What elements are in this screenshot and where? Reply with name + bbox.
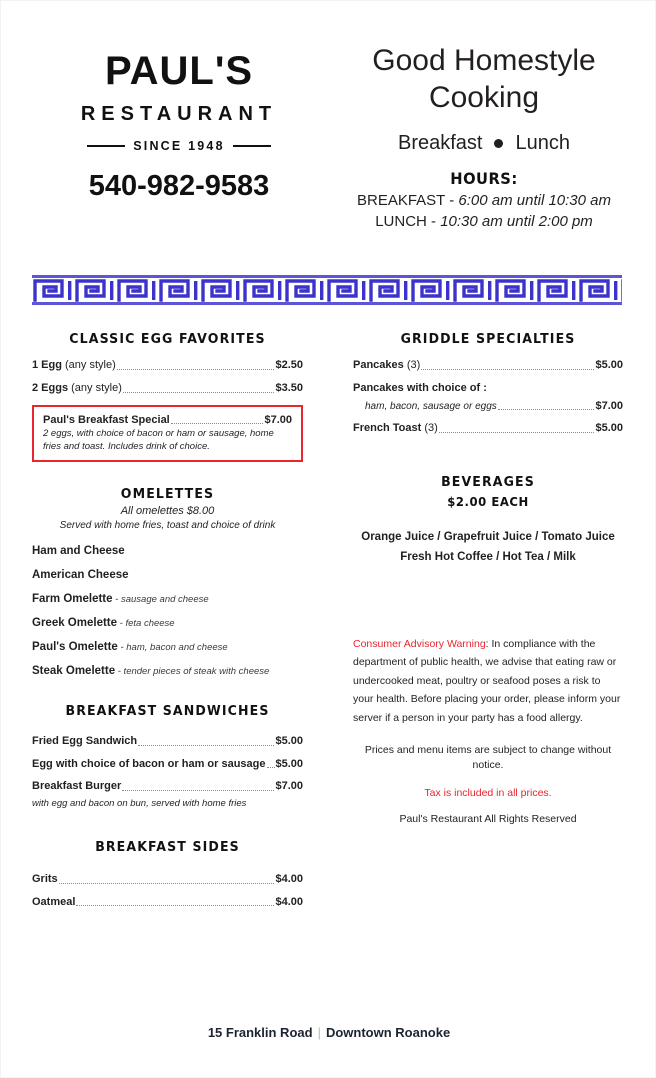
- item-description: - feta cheese: [117, 617, 175, 629]
- advisory-warning-label: Consumer Advisory Warning: [353, 638, 486, 650]
- brand-subtitle: RESTAURANT: [80, 103, 278, 125]
- menu-item-row[interactable]: [353, 400, 623, 414]
- section-classic-egg-favorites: [32, 331, 303, 462]
- omelettes-price-note: All omelettes $8.00: [120, 504, 215, 517]
- section-breakfast-sandwiches: [32, 703, 303, 811]
- meal-breakfast-label: Breakfast: [398, 132, 483, 155]
- bullet-dot-icon: [494, 139, 503, 148]
- menu-item-row[interactable]: [32, 735, 303, 749]
- beverages-list: [353, 531, 623, 563]
- meal-lunch-label: Lunch: [515, 132, 570, 155]
- item-description: with egg and bacon on bun, served with home fries: [32, 798, 247, 810]
- section-advisory: [353, 635, 623, 825]
- menu-item-row[interactable]: [32, 896, 303, 910]
- leader-dots: [138, 744, 274, 746]
- hours-breakfast-label: BREAKFAST -: [356, 192, 459, 210]
- list-item[interactable]: [32, 617, 303, 629]
- list-item[interactable]: Fresh Hot Coffee / Hot Tea / Milk: [400, 551, 576, 563]
- footer-address: 15 Franklin Road: [207, 1025, 313, 1040]
- section-title: GRIDDLE SPECIALTIES: [400, 331, 576, 347]
- classic-eggs-rows: [32, 359, 303, 462]
- list-item[interactable]: [32, 593, 303, 605]
- sides-rows: [32, 873, 303, 910]
- item-price: $7.00: [595, 399, 623, 412]
- item-name: Pancakes (3): [353, 359, 421, 371]
- menu-item-row[interactable]: [353, 359, 623, 373]
- item-name: Grits: [32, 872, 58, 885]
- consumer-advisory-text: [353, 635, 623, 727]
- list-item[interactable]: [32, 641, 303, 653]
- rule-left-icon: [87, 145, 125, 147]
- hours-breakfast-value: 6:00 am until 10:30 am: [458, 192, 611, 210]
- left-column: [1, 331, 331, 918]
- section-beverages: [353, 474, 623, 563]
- section-title: OMELETTES: [120, 485, 215, 502]
- page-footer: [1, 1025, 656, 1040]
- menu-item-row[interactable]: [32, 780, 303, 794]
- highlighted-special-box[interactable]: [32, 405, 303, 462]
- since-text: SINCE 1948: [133, 139, 225, 153]
- item-price: $5.00: [275, 757, 304, 770]
- menu-item-row[interactable]: [32, 873, 303, 887]
- omelettes-list: [32, 545, 303, 677]
- item-price: $7.00: [264, 413, 292, 426]
- tax-notice: Tax is included in all prices.: [424, 787, 552, 800]
- greek-key-pattern-icon: [32, 274, 622, 306]
- menu-item-row-header: [353, 382, 623, 396]
- leader-dots: [59, 882, 275, 884]
- item-name-note: (3): [406, 359, 421, 371]
- leader-dots: [267, 766, 275, 768]
- item-price: $5.00: [595, 359, 623, 371]
- item-price: $2.50: [275, 359, 303, 371]
- section-title: BEVERAGES: [441, 474, 535, 490]
- hours-breakfast: [335, 192, 633, 209]
- item-name: Steak Omelette: [32, 664, 116, 677]
- item-name: ham, bacon, sausage or eggs: [365, 400, 497, 412]
- item-name: American Cheese: [32, 568, 129, 581]
- item-price: $4.00: [275, 895, 303, 908]
- item-name: Oatmeal: [32, 895, 76, 908]
- item-name: Farm Omelette: [32, 592, 113, 605]
- menu-header: [1, 1, 655, 230]
- phone-number[interactable]: 540-982-9583: [88, 170, 270, 202]
- rights-reserved: Paul's Restaurant All Rights Reserved: [399, 813, 577, 826]
- item-price: $3.50: [275, 381, 303, 394]
- item-name: Paul's Breakfast Special: [43, 413, 170, 426]
- list-item[interactable]: [32, 569, 303, 581]
- hours-lunch-label: LUNCH -: [375, 213, 441, 231]
- item-description: - ham, bacon and cheese: [117, 641, 228, 653]
- menu-item-row[interactable]: [32, 359, 303, 373]
- right-column: [331, 331, 656, 918]
- item-description: - sausage and cheese: [112, 593, 209, 605]
- item-name: Greek Omelette: [32, 616, 118, 629]
- griddle-rows: [353, 359, 623, 436]
- section-omelettes: [32, 486, 303, 677]
- item-name: Paul's Omelette: [32, 640, 118, 653]
- brand-name: PAUL'S: [104, 49, 254, 93]
- item-description: - tender pieces of steak with cheese: [115, 665, 270, 677]
- leader-dots: [117, 368, 275, 370]
- item-name: Breakfast Burger: [32, 780, 122, 793]
- item-name: 2 Eggs (any style): [32, 381, 122, 394]
- item-name: Fried Egg Sandwich: [32, 734, 138, 747]
- price-change-notice: Prices and menu items are subject to change without notice.: [364, 743, 612, 772]
- footer-separator: |: [317, 1025, 321, 1040]
- list-item[interactable]: [32, 545, 303, 557]
- menu-item-row[interactable]: [353, 422, 623, 436]
- header-right-block: [335, 43, 633, 230]
- section-title: BREAKFAST SIDES: [95, 838, 240, 855]
- item-price: $5.00: [275, 734, 303, 747]
- section-griddle-specialties: [353, 331, 623, 436]
- item-name-note: (3): [424, 422, 438, 435]
- item-name: Ham and Cheese: [32, 544, 125, 557]
- sandwiches-rows: [32, 735, 303, 811]
- leader-dots: [123, 391, 275, 393]
- section-title: CLASSIC EGG FAVORITES: [69, 331, 266, 347]
- hours-lunch: [335, 213, 633, 230]
- item-name-note: (any style): [71, 381, 122, 394]
- beverages-price: $2.00 EACH: [447, 494, 529, 509]
- leader-dots: [439, 431, 595, 433]
- list-item[interactable]: [32, 665, 303, 677]
- rule-right-icon: [233, 145, 271, 147]
- meal-types: [335, 132, 633, 155]
- leader-dots: [498, 408, 595, 410]
- item-description: 2 eggs, with choice of bacon or ham or sausage, home fries and toast. Includes drink of choice.: [43, 428, 274, 453]
- item-price: $5.00: [595, 422, 623, 435]
- since-row: [23, 139, 335, 153]
- greek-key-divider: [32, 274, 622, 306]
- item-name: Egg with choice of bacon or ham or sausage: [32, 757, 266, 770]
- menu-item-row[interactable]: [43, 414, 292, 428]
- section-breakfast-sides: [32, 839, 303, 910]
- menu-item-row[interactable]: [32, 382, 303, 396]
- advisory-body: : In compliance with the department of public health, we advise that eating raw or undercooked meat, poultry or seafood poses a risk to your health. Before placing your order, please inform your server if a person in your party has a food allergy.: [353, 638, 621, 724]
- menu-columns: [1, 331, 656, 918]
- omelettes-served-note: Served with home fries, toast and choice of drink: [59, 519, 276, 531]
- hours-lunch-value: 10:30 am until 2:00 pm: [440, 213, 593, 231]
- leader-dots: [171, 422, 264, 424]
- tagline: Good Homestyle Cooking: [372, 44, 596, 114]
- section-title: BREAKFAST SANDWICHES: [65, 702, 270, 719]
- item-price: $4.00: [275, 872, 303, 885]
- header-left-block: [23, 43, 335, 230]
- leader-dots: [76, 904, 274, 906]
- footer-district: Downtown Roanoke: [325, 1025, 451, 1040]
- item-name-note: (any style): [65, 359, 116, 371]
- item-name: French Toast (3): [353, 422, 438, 435]
- menu-item-row[interactable]: [32, 758, 303, 772]
- leader-dots: [421, 368, 594, 370]
- hours-title: HOURS:: [450, 169, 518, 189]
- list-item[interactable]: Orange Juice / Grapefruit Juice / Tomato Juice: [361, 531, 615, 543]
- leader-dots: [122, 789, 274, 791]
- item-name: Pancakes with choice of :: [353, 381, 487, 394]
- item-price: $7.00: [275, 780, 303, 793]
- item-name: 1 Egg (any style): [32, 359, 116, 371]
